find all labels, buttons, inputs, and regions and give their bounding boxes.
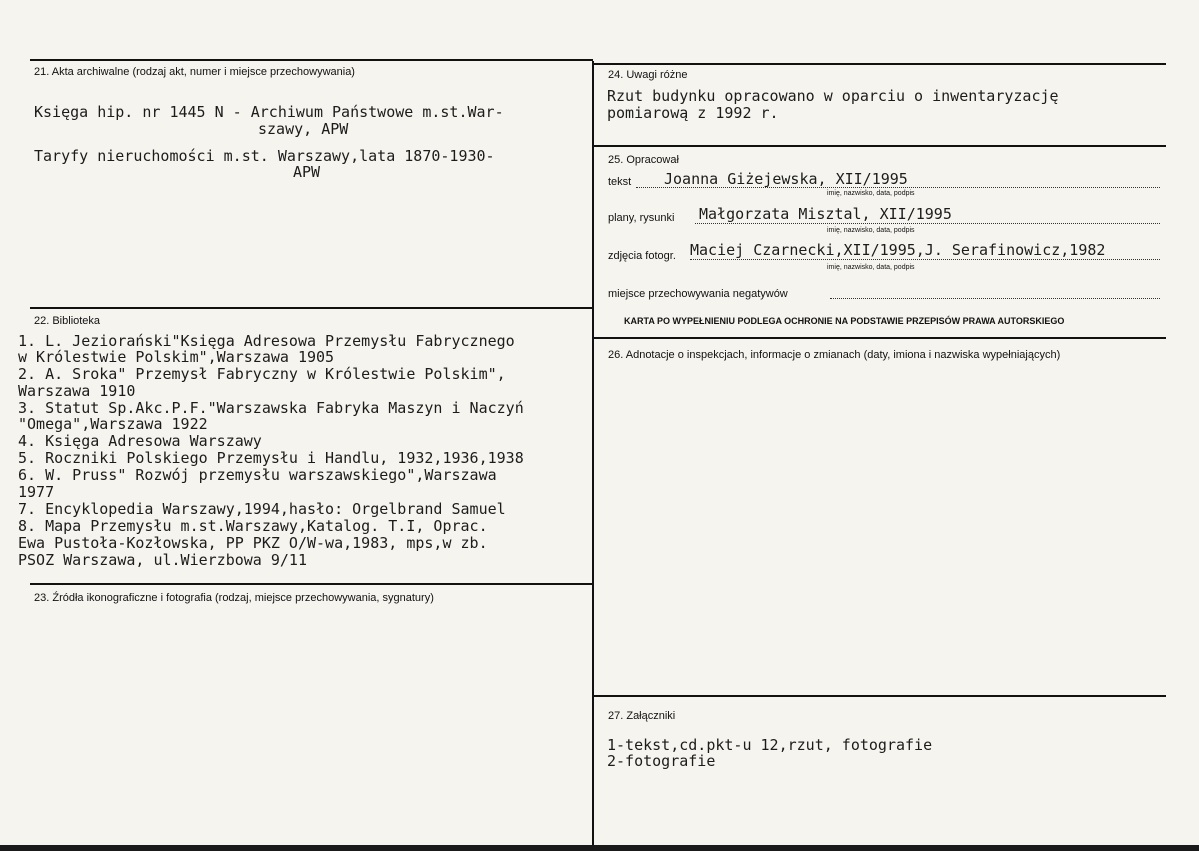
biblio-line-7: 4. Księga Adresowa Warszawy xyxy=(18,432,262,450)
scan-edge xyxy=(0,845,1199,851)
biblio-line-11: 7. Encyklopedia Warszawy,1994,hasło: Orgelbrand Samuel xyxy=(18,500,506,518)
negatywy-line xyxy=(830,298,1160,299)
section-23-label: 23. Źródła ikonograficzne i fotografia (rodzaj, miejsce przechowywania, sygnatury) xyxy=(34,592,434,604)
section-27-line-2: 2-fotografie xyxy=(607,752,716,770)
negatywy-label: miejsce przechowywania negatywów xyxy=(608,288,788,300)
tekst-label: tekst xyxy=(608,176,632,188)
biblio-line-2: w Królestwie Polskim",Warszawa 1905 xyxy=(18,348,335,366)
tekst-value: Joanna Giżejewska, XII/1995 xyxy=(664,170,908,188)
plany-value: Małgorzata Misztal, XII/1995 xyxy=(699,205,952,223)
zdjecia-line xyxy=(690,259,1160,260)
biblio-line-3: 2. A. Sroka" Przemysł Fabryczny w Królestwie Polskim", xyxy=(18,365,506,383)
section-24-line-2: pomiarową z 1992 r. xyxy=(607,104,779,122)
biblio-line-10: 1977 xyxy=(18,483,55,501)
biblio-line-12: 8. Mapa Przemysłu m.st.Warszawy,Katalog. T.I, Oprac. xyxy=(18,517,488,535)
zdjecia-caption: imię, nazwisko, data, podpis xyxy=(827,264,915,271)
biblio-line-9: 6. W. Pruss" Rozwój przemysłu warszawskiego",Warszawa xyxy=(18,466,497,484)
biblio-line-5: 3. Statut Sp.Akc.P.F."Warszawska Fabryka Maszyn i Naczyń xyxy=(18,399,524,417)
plany-label: plany, rysunki xyxy=(608,212,675,224)
biblio-line-1: 1. L. Jeziorański"Księga Adresowa Przemysłu Fabrycznego xyxy=(18,332,515,350)
plany-caption: imię, nazwisko, data, podpis xyxy=(827,227,915,234)
biblio-line-13: Ewa Pustoła-Kozłowska, PP PKZ O/W-wa,1983, mps,w zb. xyxy=(18,534,488,552)
biblio-line-6: "Omega",Warszawa 1922 xyxy=(18,415,208,433)
rule-21-22 xyxy=(30,307,593,309)
top-rule-left xyxy=(30,59,593,61)
section-21-line-3: Taryfy nieruchomości m.st. Warszawy,lata 1870-1930- xyxy=(34,147,495,165)
zdjecia-value: Maciej Czarnecki,XII/1995,J. Serafinowicz,1982 xyxy=(690,241,1106,259)
biblio-line-4: Warszawa 1910 xyxy=(18,382,136,400)
section-26-label: 26. Adnotacje o inspekcjach, informacje o zmianach (daty, imiona i nazwiska wypełniających) xyxy=(608,349,1061,361)
biblio-line-8: 5. Roczniki Polskiego Przemysłu i Handlu, 1932,1936,1938 xyxy=(18,449,524,467)
rule-22-23 xyxy=(30,583,593,585)
section-24-label: 24. Uwagi różne xyxy=(608,69,688,81)
zdjecia-label: zdjęcia fotogr. xyxy=(608,250,676,262)
section-21-label: 21. Akta archiwalne (rodzaj akt, numer i miejsce przechowywania) xyxy=(34,66,355,78)
rule-24-25 xyxy=(593,145,1166,147)
rule-25-26 xyxy=(593,337,1166,339)
section-21-line-4: APW xyxy=(293,163,321,181)
section-27-line-1: 1-tekst,cd.pkt-u 12,rzut, fotografie xyxy=(607,736,933,754)
section-25-label: 25. Opracował xyxy=(608,154,679,166)
section-24-line-1: Rzut budynku opracowano w oparciu o inwentaryzację xyxy=(607,87,1059,105)
rule-26-27 xyxy=(593,695,1166,697)
tekst-caption: imię, nazwisko, data, podpis xyxy=(827,190,915,197)
section-21-line-2: szawy, APW xyxy=(258,120,349,138)
copyright-notice: KARTA PO WYPEŁNIENIU PODLEGA OCHRONIE NA PODSTAWIE PRZEPISÓW PRAWA AUTORSKIEGO xyxy=(624,316,1065,326)
section-27-label: 27. Załączniki xyxy=(608,710,676,722)
column-divider xyxy=(592,61,594,845)
top-rule-right xyxy=(593,63,1166,65)
plany-line xyxy=(695,223,1160,224)
section-21-line-1: Księga hip. nr 1445 N - Archiwum Państwowe m.st.War- xyxy=(34,103,504,121)
section-22-label: 22. Biblioteka xyxy=(34,315,101,327)
biblio-line-14: PSOZ Warszawa, ul.Wierzbowa 9/11 xyxy=(18,551,307,569)
